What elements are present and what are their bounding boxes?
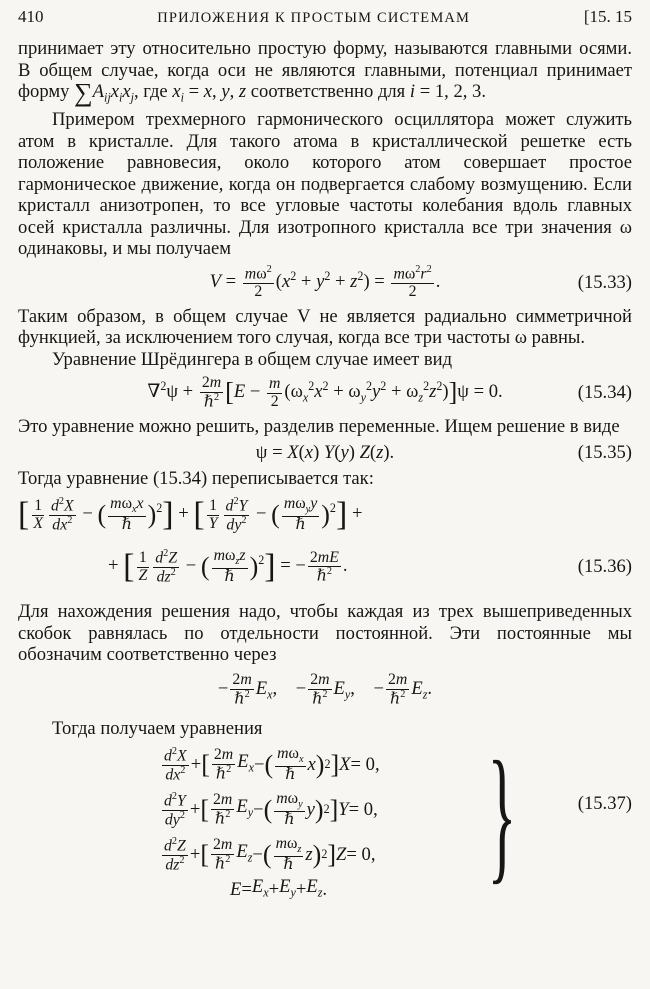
paragraph-principal-axes: принимает эту относительно простую форму, называются главными осями. В общем случае, когда оси не являются главными, потенциал принимает форму $\sum A_{ij}x_ix_j$, где $x_i = x$, y, z соответственно для i = 1, 2, 3. — [18, 38, 632, 107]
page — [18, 6, 632, 905]
equation-system: $\frac{d^2X}{dx^2}$ + [ $\frac{2m}{\hbar^2}$ $E_x$ − ( $\frac{m\omega_x}{\text{ℏ}}$ x ) 2 ] X = 0, $\frac{d^2Y}{dy^2}$ + [ $\frac{2m}{\hbar^2}$ $E_y$ − ( $\frac{m\omega_y}{\text{ℏ}}$ y ) 2 ] Y = 0, $\frac{d^2Z}{dz^2}$ + [ $\frac{2m}{\hbar^2}$ $E_z$ − ( $\frac{m\omega_z}{\text{ℏ}}$ z ) 2 ] Z = 0, E = $E_x$ + $E_y$ + $E_z$ . — [164, 745, 380, 900]
equation-15-34: ∇$^2$ψ + $\frac{2m}{\hbar^2}$ [E − $\frac{m}{2}$ $(\omega_x^2x^2 + \omega_y^2y^2 + \omega_z^2z^2)]\psi = 0$. (15.34) — [147, 374, 632, 411]
equation-15-35: ψ = X(x) Y(y) Z(z). (15.35) — [255, 441, 632, 463]
paragraph-crystal-example: Примером трехмерного гармонического осциллятора может служить атом в кристалле. Для такого атома в кристаллической решетке есть положение равновесия, около которого атом совершает простое гармоническое движение, когда он подвергается слабому возмущению. Если кристалл анизотропен, то все угловые частоты колебания вдоль главных осей кристалла различны. Для изотропного кристалла все три значения ω одинаковы, и мы получаем — [18, 109, 632, 260]
equation-15-33: V = $\frac{m\omega^2}{2}$ $(x^2 + y^2 + z^2)$ = $\frac{m\omega^2r^2}{2}$ . (15.33) — [209, 263, 632, 300]
equation-constants: − $\frac{2m}{\hbar^2}$ $E_x$, − $\frac{2m}{\hbar^2}$ $E_y$, − $\frac{2m}{\hbar^2}$ $E_z$. — [217, 670, 433, 707]
equation-15-36-line1: [ $\frac{1}{X}$ $\frac{d^2X}{dx^2}$ − ( $\frac{m\omega_xx}{\text{ℏ}}$ )$^2$] + [ $\frac{1}{Y}$ $\frac{d^2Y}{dy^2}$ − ( $\frac{m\omega_yy}{\text{ℏ}}$ )$^2$] + — [18, 495, 363, 534]
equation-number: (15.35) — [577, 441, 632, 463]
paragraph-equations-intro: Тогда получаем уравнения — [52, 717, 263, 739]
paragraph-symmetry-note: Таким образом, в общем случае V не является радиально симметричной функцией, за исключением того случая, когда все три частоты ω равны. — [18, 305, 632, 349]
paragraph-schrodinger-intro: Уравнение Шрёдингера в общем случае имеет вид — [52, 348, 453, 370]
right-brace: } — [487, 731, 517, 898]
page-number: 410 — [18, 7, 44, 26]
sum-symbol: ∑ — [74, 77, 93, 107]
paragraph-constants: Для нахождения решения надо, чтобы каждая из трех вышеприведенных скобок равнялась по отдельности постоянной. Эти постоянные мы обозначим соответственно через — [18, 601, 632, 666]
equation-number: (15.33) — [577, 271, 632, 293]
running-title: ПРИЛОЖЕНИЯ К ПРОСТЫМ СИСТЕМАМ — [157, 10, 471, 26]
section-number: [15. 15 — [583, 7, 632, 26]
paragraph-rewrite: Тогда уравнение (15.34) переписывается так: — [18, 467, 374, 489]
equation-number: (15.34) — [577, 382, 632, 404]
paragraph-separation: Это уравнение можно решить, разделив переменные. Ищем решение в виде — [18, 416, 620, 438]
equation-15-37 — [18, 731, 632, 905]
equation-15-36-line2: + [ $\frac{1}{Z}$ $\frac{d^2Z}{dz^2}$ − ( $\frac{m\omega_zz}{\text{ℏ}}$ )$^2$] = − $\frac{2mE}{\hbar^2}$ . (15.36) — [108, 547, 632, 586]
equation-number: (15.36) — [577, 556, 632, 578]
page-header — [18, 6, 632, 28]
equation-number: (15.37) — [577, 793, 632, 815]
